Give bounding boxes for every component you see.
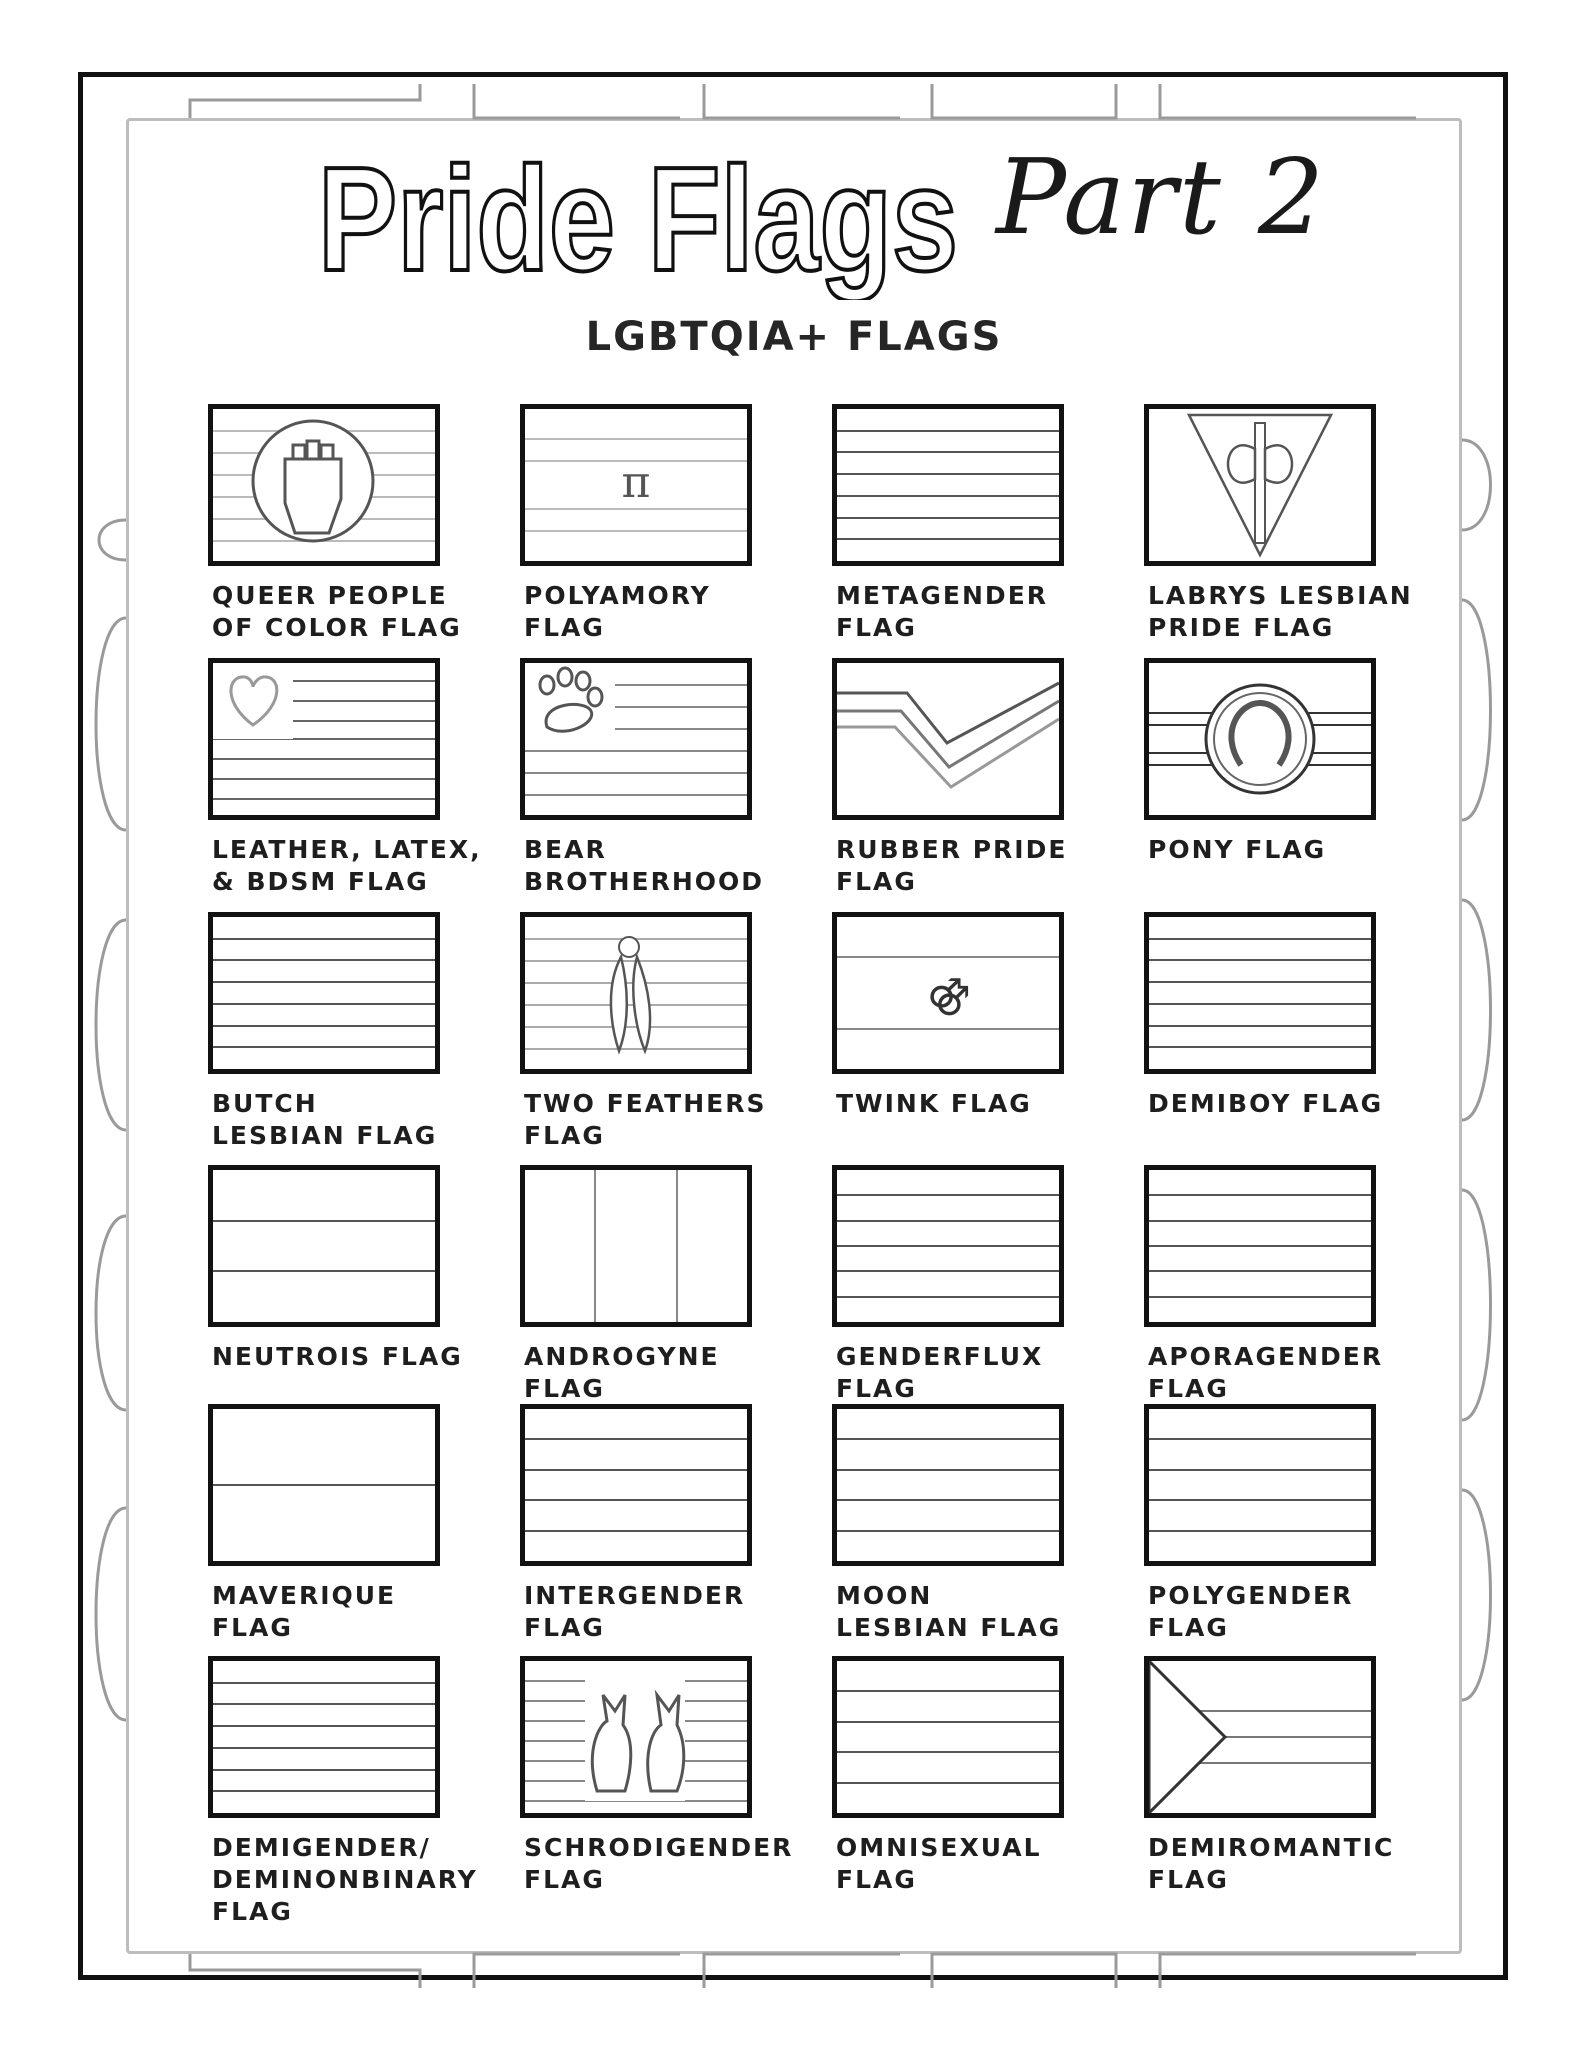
flag-label-line: FLAG (524, 613, 605, 642)
flag-label-line: FLAG (212, 1897, 293, 1926)
flag-label (212, 580, 472, 644)
paw-print-icon (525, 663, 747, 815)
flag-label-line: POLYGENDER (1148, 1581, 1354, 1610)
flag-label-line: TWINK FLAG (836, 1089, 1032, 1118)
stripes-graphic (837, 1170, 1059, 1322)
flag-label-line: LESBIAN FLAG (836, 1613, 1062, 1642)
flag-label-line: FLAG (836, 1865, 917, 1894)
flag-label-line: LESBIAN FLAG (212, 1121, 438, 1150)
svg-text:Pride Flags: Pride Flags (318, 137, 958, 300)
stripes-graphic (837, 409, 1059, 561)
flag-label-line: FLAG (1148, 1374, 1229, 1403)
flag-drawing (1144, 404, 1376, 566)
flag-label-line: FLAG (1148, 1613, 1229, 1642)
flag-label (524, 834, 784, 898)
flag-drawing (520, 1656, 752, 1818)
flag-label-line: LABRYS LESBIAN (1148, 581, 1413, 610)
flag-label (212, 1088, 472, 1152)
flag-label-line: FLAG (836, 1374, 917, 1403)
flag-label-line: BROTHERHOOD (524, 867, 765, 896)
heart-icon (213, 663, 435, 815)
flag-label-line: PONY FLAG (1148, 835, 1327, 864)
flag-drawing (208, 404, 440, 566)
flag-label-line: OF COLOR FLAG (212, 613, 462, 642)
flag-drawing (832, 658, 1064, 820)
flag-label-line: TWO FEATHERS (524, 1089, 767, 1118)
flag-label (1148, 580, 1413, 644)
flag-drawing (208, 658, 440, 820)
flag-drawing (208, 1165, 440, 1327)
flag-label-line: LEATHER, LATEX, (212, 835, 482, 864)
flag-label-line: FLAG (1148, 1865, 1229, 1894)
flag-label (1148, 834, 1408, 866)
flag-drawing (832, 912, 1064, 1074)
stripes-graphic (837, 1409, 1059, 1561)
flag-drawing (520, 1404, 752, 1566)
flag-drawing (1144, 1404, 1376, 1566)
vertical-stripes (525, 1170, 747, 1322)
raised-fist-icon (213, 409, 435, 561)
flag-label (212, 834, 482, 898)
flag-drawing (520, 912, 752, 1074)
flag-label (836, 1341, 1096, 1405)
title-part: Part 2 (996, 136, 1327, 258)
flag-drawing (832, 1165, 1064, 1327)
title-main (318, 130, 968, 300)
flag-label-line: INTERGENDER (524, 1581, 746, 1610)
stripes-graphic (213, 1170, 435, 1322)
flag-label-line: FLAG (524, 1865, 605, 1894)
flag-label (1148, 1088, 1408, 1120)
flag-label (836, 580, 1096, 644)
flag-label (212, 1832, 478, 1928)
flag-drawing (1144, 912, 1376, 1074)
horseshoe-icon (1149, 663, 1371, 815)
stripes-graphic (213, 1661, 435, 1813)
flag-label-line: MOON (836, 1581, 933, 1610)
flag-label-line: GENDERFLUX (836, 1342, 1044, 1371)
flag-label-line: FLAG (524, 1121, 605, 1150)
flag-drawing (1144, 1165, 1376, 1327)
flag-drawing (832, 404, 1064, 566)
flag-label-line: DEMINONBINARY (212, 1865, 478, 1894)
flag-label (1148, 1580, 1408, 1644)
flag-label-line: DEMIBOY FLAG (1148, 1089, 1384, 1118)
flag-label-line: DEMIROMANTIC (1148, 1833, 1395, 1862)
flag-drawing (520, 1165, 752, 1327)
flag-drawing (520, 404, 752, 566)
flag-label-line: RUBBER PRIDE (836, 835, 1068, 864)
flag-drawing (208, 1656, 440, 1818)
feathers-icon (525, 917, 747, 1069)
flag-label-line: QUEER PEOPLE (212, 581, 448, 610)
flag-label-line: SCHRODIGENDER (524, 1833, 794, 1862)
flag-label-line: BUTCH (212, 1089, 318, 1118)
cats-icon (525, 1661, 747, 1813)
flag-label (836, 1088, 1096, 1120)
flag-label-line: & BDSM FLAG (212, 867, 429, 896)
flag-label-line: ANDROGYNE (524, 1342, 720, 1371)
labrys-axe-icon (1149, 409, 1371, 561)
stripes-graphic (1149, 1409, 1371, 1561)
flag-label (1148, 1341, 1408, 1405)
stripes-graphic (213, 917, 435, 1069)
flag-label-line: FLAG (524, 1374, 605, 1403)
flag-drawing (1144, 1656, 1376, 1818)
flag-label (524, 1341, 784, 1405)
flag-label (524, 1088, 784, 1152)
flag-label-line: METAGENDER (836, 581, 1049, 610)
svg-text:⚣: ⚣ (927, 971, 971, 1017)
flag-label-line: BEAR (524, 835, 607, 864)
flag-label (524, 1580, 784, 1644)
flag-label-line: FLAG (836, 613, 917, 642)
stripes-graphic (525, 1409, 747, 1561)
flag-label (836, 1580, 1096, 1644)
pi-symbol (525, 409, 747, 561)
stripes-graphic (213, 1409, 435, 1561)
flag-label (524, 1832, 794, 1896)
title-row (0, 130, 1588, 300)
flag-label-line: FLAG (836, 867, 917, 896)
flag-drawing (520, 658, 752, 820)
stripes-graphic (1149, 917, 1371, 1069)
flag-label (836, 1832, 1096, 1896)
flag-drawing (832, 1404, 1064, 1566)
flag-label (212, 1580, 472, 1644)
flag-label-line: OMNISEXUAL (836, 1833, 1042, 1862)
stripes-graphic (837, 1661, 1059, 1813)
flag-label-line: NEUTROIS FLAG (212, 1342, 463, 1371)
chevron-triangle (1149, 1661, 1371, 1813)
flag-label (524, 580, 784, 644)
flag-label-line: POLYAMORY (524, 581, 711, 610)
flag-label-line: APORAGENDER (1148, 1342, 1384, 1371)
flag-label-line: FLAG (524, 1613, 605, 1642)
flag-drawing (208, 1404, 440, 1566)
flag-label-line: DEMIGENDER/ (212, 1833, 431, 1862)
flag-label (212, 1341, 472, 1373)
svg-text:π: π (621, 457, 651, 508)
flag-drawing (832, 1656, 1064, 1818)
flag-drawing (208, 912, 440, 1074)
flag-label-line: PRIDE FLAG (1148, 613, 1335, 642)
flag-label-line: MAVERIQUE (212, 1581, 397, 1610)
flag-label (1148, 1832, 1408, 1896)
flag-drawing (1144, 658, 1376, 820)
flag-label (836, 834, 1096, 898)
flag-label-line: FLAG (212, 1613, 293, 1642)
double-mars-icon (837, 917, 1059, 1069)
chevron-stripe (837, 663, 1059, 815)
stripes-graphic (1149, 1170, 1371, 1322)
page-subtitle: LGBTQIA+ FLAGS (585, 314, 1003, 360)
